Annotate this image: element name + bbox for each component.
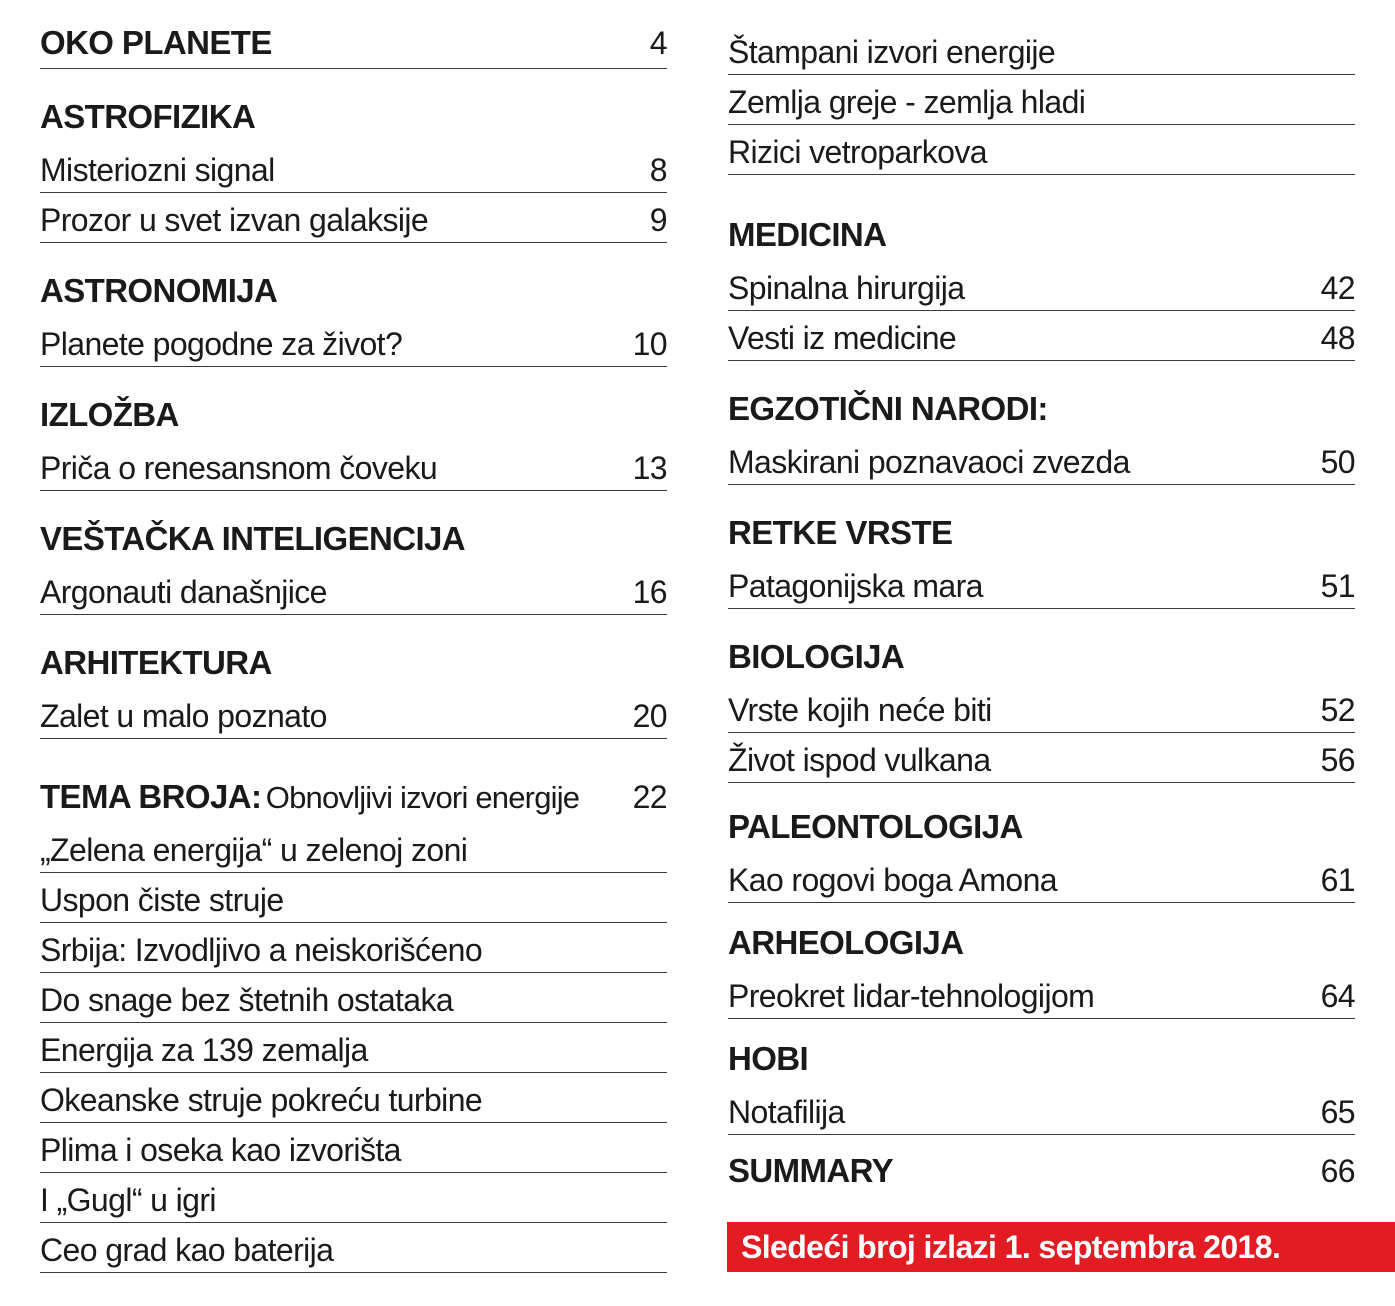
page-number: 4 xyxy=(649,25,667,61)
toc-section-medicina xyxy=(728,216,1355,260)
toc-section-biologija xyxy=(728,638,1355,682)
item-title: Priča o renesansnom čoveku xyxy=(40,450,438,486)
toc-section-oko-planete[interactable] xyxy=(40,24,667,69)
item-title: Maskirani poznavaoci zvezda xyxy=(728,444,1130,480)
page-number: 48 xyxy=(1320,320,1355,356)
toc-item-notafilija[interactable] xyxy=(728,1094,1355,1135)
item-title: Štampani izvori energije xyxy=(728,34,1056,70)
page-number: 65 xyxy=(1320,1094,1355,1130)
toc-section-egzoticni xyxy=(728,390,1355,434)
toc-section-summary[interactable] xyxy=(728,1152,1355,1196)
toc-item-zivot[interactable] xyxy=(728,742,1355,783)
section-title: SUMMARY xyxy=(728,1152,894,1189)
toc-section-arhitektura xyxy=(40,644,667,688)
item-title: Patagonijska mara xyxy=(728,568,983,604)
section-title: MEDICINA xyxy=(728,216,887,253)
toc-item-maskirani[interactable] xyxy=(728,444,1355,485)
item-title: Kao rogovi boga Amona xyxy=(728,862,1057,898)
section-title: ARHITEKTURA xyxy=(40,644,272,681)
item-title: Energija za 139 zemalja xyxy=(40,1032,368,1068)
section-title: BIOLOGIJA xyxy=(728,638,905,675)
item-title: Zalet u malo poznato xyxy=(40,698,327,734)
toc-theme-item[interactable] xyxy=(40,1082,667,1123)
page-number: 64 xyxy=(1320,978,1355,1014)
page-number: 9 xyxy=(649,202,667,238)
page-number: 42 xyxy=(1320,270,1355,306)
item-title: Prozor u svet izvan galaksije xyxy=(40,202,429,238)
toc-theme-item[interactable] xyxy=(40,982,667,1023)
page-number: 20 xyxy=(632,698,667,734)
section-title: OKO PLANETE xyxy=(40,24,272,61)
toc-section-tema-broja[interactable] xyxy=(40,778,667,822)
toc-section-izlozba xyxy=(40,396,667,440)
toc-item-misteriozni-signal[interactable] xyxy=(40,152,667,193)
item-title: Zemlja greje - zemlja hladi xyxy=(728,84,1086,120)
section-title: PALEONTOLOGIJA xyxy=(728,808,1023,845)
toc-section-arheologija xyxy=(728,924,1355,968)
toc-theme-item[interactable] xyxy=(728,84,1355,125)
page-number: 66 xyxy=(1320,1153,1355,1189)
toc-theme-item[interactable] xyxy=(40,932,667,973)
next-issue-banner: Sledeći broj izlazi 1. septembra 2018. xyxy=(727,1222,1395,1272)
item-title: Notafilija xyxy=(728,1094,845,1130)
toc-theme-item[interactable] xyxy=(40,882,667,923)
section-subtitle: Obnovljivi izvori energije xyxy=(265,780,580,815)
section-title: EGZOTIČNI NARODI: xyxy=(728,390,1048,427)
toc-item-zalet[interactable] xyxy=(40,698,667,739)
item-title: Plima i oseka kao izvorišta xyxy=(40,1132,401,1168)
toc-item-patagonijska[interactable] xyxy=(728,568,1355,609)
toc-theme-item[interactable] xyxy=(40,832,667,873)
page-number: 50 xyxy=(1320,444,1355,480)
toc-item-prica[interactable] xyxy=(40,450,667,491)
toc-theme-item[interactable] xyxy=(40,1182,667,1223)
item-title: Okeanske struje pokreću turbine xyxy=(40,1082,483,1118)
item-title: Srbija: Izvodljivo a neiskorišćeno xyxy=(40,932,483,968)
toc-theme-item[interactable] xyxy=(40,1032,667,1073)
item-title: Vesti iz medicine xyxy=(728,320,957,356)
page-number: 51 xyxy=(1320,568,1355,604)
toc-theme-item[interactable] xyxy=(728,34,1355,75)
toc-theme-item[interactable] xyxy=(40,1232,667,1273)
page-number: 22 xyxy=(632,779,667,815)
section-title: RETKE VRSTE xyxy=(728,514,953,551)
item-title: Argonauti današnjice xyxy=(40,574,327,610)
toc-section-astronomija xyxy=(40,272,667,316)
toc-item-planete[interactable] xyxy=(40,326,667,367)
page-number: 10 xyxy=(632,326,667,362)
page-number: 8 xyxy=(649,152,667,188)
toc-item-argonauti[interactable] xyxy=(40,574,667,615)
item-title: Planete pogodne za život? xyxy=(40,326,403,362)
page-number: 13 xyxy=(632,450,667,486)
toc-section-paleontologija xyxy=(728,808,1355,852)
toc-theme-item[interactable] xyxy=(40,1132,667,1173)
section-title: HOBI xyxy=(728,1040,809,1077)
toc-item-prozor[interactable] xyxy=(40,202,667,243)
item-title: Život ispod vulkana xyxy=(728,742,991,778)
toc-item-spinalna[interactable] xyxy=(728,270,1355,311)
item-title: Misteriozni signal xyxy=(40,152,275,188)
toc-item-vesti[interactable] xyxy=(728,320,1355,361)
section-title: ASTRONOMIJA xyxy=(40,272,278,309)
item-title: I „Gugl“ u igri xyxy=(40,1182,216,1218)
page-number: 56 xyxy=(1320,742,1355,778)
item-title: Vrste kojih neće biti xyxy=(728,692,992,728)
section-title: ARHEOLOGIJA xyxy=(728,924,964,961)
section-title-group xyxy=(40,778,579,816)
item-title: Rizici vetroparkova xyxy=(728,134,987,170)
section-title: VEŠTAČKA INTELIGENCIJA xyxy=(40,520,466,557)
toc-item-vrste[interactable] xyxy=(728,692,1355,733)
section-title: IZLOŽBA xyxy=(40,396,179,433)
section-title: ASTROFIZIKA xyxy=(40,98,256,135)
item-title: Uspon čiste struje xyxy=(40,882,284,918)
toc-section-astrofizika xyxy=(40,98,667,142)
item-title: Preokret lidar-tehnologijom xyxy=(728,978,1095,1014)
page-number: 52 xyxy=(1320,692,1355,728)
item-title: Ceo grad kao baterija xyxy=(40,1232,334,1268)
page-number: 16 xyxy=(632,574,667,610)
page-number: 61 xyxy=(1320,862,1355,898)
item-title: Do snage bez štetnih ostataka xyxy=(40,982,454,1018)
toc-section-hobi xyxy=(728,1040,1355,1084)
toc-theme-item[interactable] xyxy=(728,134,1355,175)
toc-section-retke-vrste xyxy=(728,514,1355,558)
toc-item-kao-rogovi[interactable] xyxy=(728,862,1355,903)
toc-section-vestacka xyxy=(40,520,667,564)
section-title: TEMA BROJA: xyxy=(40,778,262,815)
toc-item-preokret[interactable] xyxy=(728,978,1355,1019)
item-title: „Zelena energija“ u zelenoj zoni xyxy=(40,832,468,868)
item-title: Spinalna hirurgija xyxy=(728,270,965,306)
